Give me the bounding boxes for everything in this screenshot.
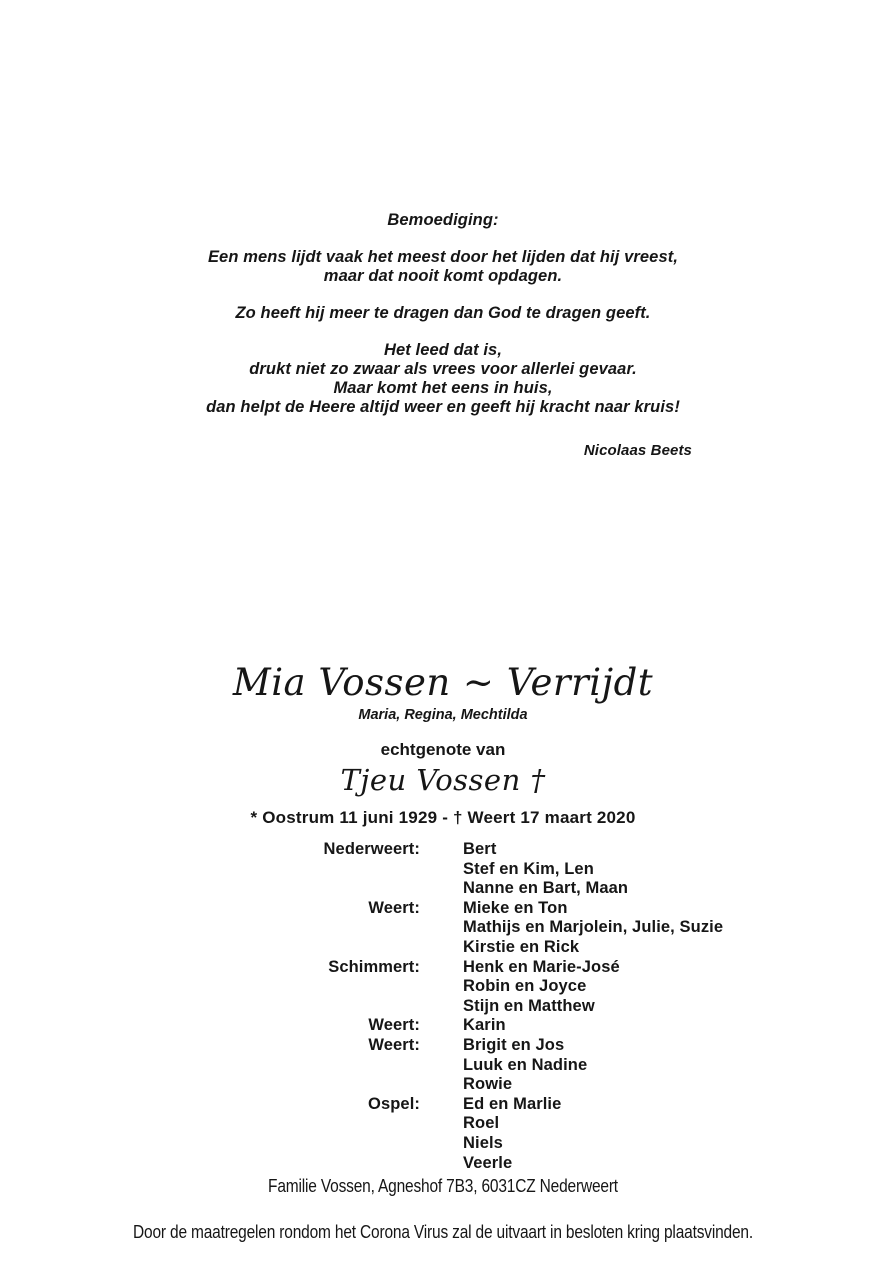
- family-member-name: Niels: [463, 1133, 503, 1152]
- spouse-name: Tjeu Vossen †: [340, 763, 546, 797]
- family-member-name: Veerle: [463, 1153, 513, 1172]
- family-row: [0, 977, 886, 997]
- family-place-label: Nederweert:: [323, 840, 420, 858]
- family-row: [0, 1056, 886, 1076]
- family-row: [0, 1075, 886, 1095]
- family-row: [0, 918, 886, 938]
- deceased-given-names: Maria, Regina, Mechtilda: [358, 707, 528, 723]
- poem-line: Maar komt het eens in huis,: [333, 379, 553, 397]
- family-member-name: Robin en Joyce: [463, 977, 587, 996]
- family-member-name: Stef en Kim, Len: [463, 859, 594, 878]
- family-place-label: [0, 1154, 420, 1174]
- poem-line: drukt niet zo zwaar als vrees voor allerlei gevaar.: [249, 360, 637, 378]
- life-dates: * Oostrum 11 juni 1929 - † Weert 17 maart 2020: [250, 808, 636, 827]
- poem-line: Zo heeft hij meer te dragen dan God te dragen geeft.: [235, 304, 651, 322]
- family-place-label: [0, 860, 420, 880]
- family-member-name: Mieke en Ton: [463, 898, 568, 917]
- family-member-name: Stijn en Matthew: [463, 996, 595, 1015]
- family-member-name: Kirstie en Rick: [463, 937, 580, 956]
- family-place-label: Weert:: [368, 1035, 420, 1054]
- family-member-name: Karin: [463, 1016, 506, 1035]
- family-place-label: [0, 918, 420, 938]
- poem-attribution: Nicolaas Beets: [583, 442, 692, 459]
- family-row: [0, 958, 886, 978]
- poem-line: maar dat nooit komt opdagen.: [323, 267, 563, 285]
- family-member-name: Bert: [463, 840, 497, 858]
- family-row: [0, 938, 886, 958]
- family-place-label: [0, 938, 420, 958]
- poem-line: Het leed dat is,: [383, 341, 503, 359]
- family-place-label: Schimmert:: [328, 957, 420, 976]
- family-row: [0, 1114, 886, 1134]
- family-row: [0, 1016, 886, 1036]
- family-member-name: Brigit en Jos: [463, 1035, 565, 1054]
- poem-line: dan helpt de Heere altijd weer en geeft hij kracht naar kruis!: [206, 398, 680, 416]
- family-member-name: Roel: [463, 1114, 500, 1133]
- family-row: [0, 860, 886, 880]
- family-place-label: Weert:: [368, 898, 420, 917]
- family-place-label: [0, 1114, 420, 1134]
- family-row: [0, 899, 886, 919]
- relation-label: echtgenote van: [380, 740, 506, 759]
- family-place-label: [0, 1075, 420, 1095]
- family-place-label: Weert:: [368, 1016, 420, 1035]
- family-member-name: Nanne en Bart, Maan: [463, 879, 629, 898]
- poem-title: Bemoediging:: [387, 211, 499, 229]
- family-member-name: Luuk en Nadine: [463, 1055, 588, 1074]
- poem-stanza-2: [0, 304, 886, 323]
- family-row: [0, 1134, 886, 1154]
- family-member-name: Ed en Marlie: [463, 1094, 562, 1113]
- announcement-section: [0, 660, 886, 828]
- corona-notice: Door de maatregelen rondom het Corona Virus zal de uitvaart in besloten kring plaatsvinden.: [133, 1222, 753, 1242]
- family-row: [0, 1154, 886, 1174]
- family-row: [0, 840, 886, 860]
- family-row: [0, 1036, 886, 1056]
- poem-line: Een mens lijdt vaak het meest door het lijden dat hij vreest,: [207, 248, 679, 266]
- family-place-label: [0, 879, 420, 899]
- family-list: [0, 840, 886, 1173]
- family-place-label: [0, 997, 420, 1017]
- family-place-label: [0, 977, 420, 997]
- family-place-label: Ospel:: [368, 1094, 420, 1113]
- family-member-name: Henk en Marie-José: [463, 957, 620, 976]
- poem-stanza-1: [0, 248, 886, 286]
- poem-section: [0, 211, 886, 460]
- family-place-label: [0, 1134, 420, 1154]
- family-row: [0, 997, 886, 1017]
- family-row: [0, 1095, 886, 1115]
- family-row: [0, 879, 886, 899]
- family-place-label: [0, 1056, 420, 1076]
- family-address: Familie Vossen, Agneshof 7B3, 6031CZ Nederweert: [268, 1176, 618, 1196]
- poem-stanza-3: [0, 341, 886, 417]
- family-member-name: Rowie: [463, 1075, 513, 1094]
- family-member-name: Mathijs en Marjolein, Julie, Suzie: [463, 918, 724, 937]
- deceased-name: Mia Vossen ~ Verrijdt: [232, 661, 654, 704]
